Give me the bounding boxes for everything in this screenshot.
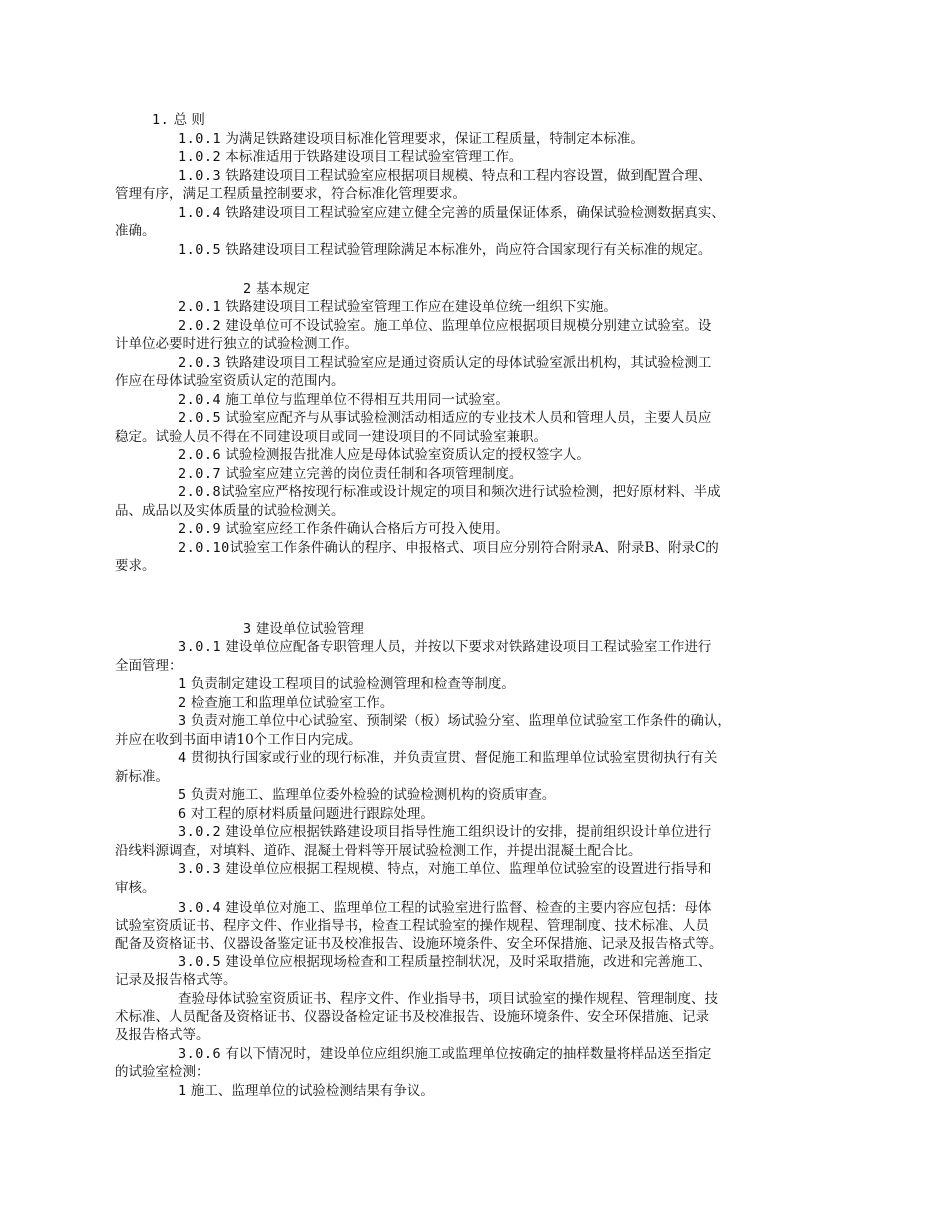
paragraph-line: 2.0.3 铁路建设项目工程试验室应是通过资质认定的母体试验室派出机构，其试验检测工: [178, 355, 712, 371]
paragraph-line: 1.0.2 本标准适用于铁路建设项目工程试验室管理工作。: [178, 149, 523, 165]
paragraph-line: 1.0.3 铁路建设项目工程试验室应根据项目规模、特点和工程内容设置，做到配置合理、: [178, 168, 712, 184]
paragraph-line: 品、成品以及实体质量的试验检测关。: [115, 503, 345, 519]
paragraph-line: 新标准。: [115, 769, 169, 785]
paragraph-line: 管理有序，满足工程质量控制要求，符合标准化管理要求。: [115, 186, 466, 202]
list-item: 1 负责制定建设工程项目的试验检测管理和检查等制度。: [178, 676, 515, 692]
paragraph-line: 3.0.4 建设单位对施工、监理单位工程的试验室进行监督、检查的主要内容应包括：母体: [178, 900, 712, 916]
paragraph-line: 2.0.2 建设单位可不设试验室。施工单位、监理单位应根据项目规模分别建立试验室。设: [178, 318, 712, 334]
paragraph-line: 查验母体试验室资质证书、程序文件、作业指导书，项目试验室的操作规程、管理制度、技: [178, 991, 718, 1007]
paragraph-line: 1.0.5 铁路建设项目工程试验管理除满足本标准外，尚应符合国家现行有关标准的规定。: [178, 242, 712, 258]
paragraph-line: 3.0.2 建设单位应根据铁路建设项目指导性施工组织设计的安排，提前组织设计单位进行: [178, 824, 712, 840]
list-item: 1 施工、监理单位的试验检测结果有争议。: [178, 1083, 434, 1099]
paragraph-line: 3.0.1 建设单位应配备专职管理人员，并按以下要求对铁路建设项目工程试验室工作进行: [178, 639, 712, 655]
list-item: 4 贯彻执行国家或行业的现行标准，并负责宣贯、督促施工和监理单位试验室贯彻执行有关: [178, 750, 718, 766]
paragraph-line: 2.0.10试验室工作条件确认的程序、申报格式、项目应分别符合附录A、附录B、附录C的: [178, 540, 719, 556]
paragraph-line: 计单位必要时进行独立的试验检测工作。: [115, 336, 358, 352]
paragraph-line: 2.0.6 试验检测报告批准人应是母体试验室资质认定的授权签字人。: [178, 447, 590, 463]
paragraph-line: 的试验室检测：: [115, 1064, 210, 1080]
paragraph-line: 全面管理：: [115, 658, 183, 674]
paragraph-line: 2.0.4 施工单位与监理单位不得相互共用同一试验室。: [178, 392, 509, 408]
paragraph-line: 3.0.5 建设单位应根据现场检查和工程质量控制状况，及时采取措施，改进和完善施工、: [178, 954, 712, 970]
paragraph-line: 1.0.1 为满足铁路建设项目标准化管理要求，保证工程质量，特制定本标准。: [178, 131, 644, 147]
paragraph-line: 3.0.6 有以下情况时，建设单位应组织施工或监理单位按确定的抽样数量将样品送至指定: [178, 1046, 712, 1062]
paragraph-line: 配备及资格证书、仪器设备鉴定证书及校准报告、设施环境条件、安全环保措施、记录及报告格式等。: [115, 936, 723, 952]
list-item: 5 负责对施工、监理单位委外检验的试验检测机构的资质审查。: [178, 787, 556, 803]
section-heading: 2 基本规定: [243, 281, 310, 297]
paragraph-line: 并应在收到书面申请10个工作日内完成。: [115, 732, 362, 748]
section-heading: 3 建设单位试验管理: [243, 621, 364, 637]
paragraph-line: 1.0.4 铁路建设项目工程试验室应建立健全完善的质量保证体系，确保试验检测数据真实、: [178, 205, 725, 221]
paragraph-line: 记录及报告格式等。: [115, 972, 237, 988]
paragraph-line: 2.0.7 试验室应建立完善的岗位责任制和各项管理制度。: [178, 466, 523, 482]
paragraph-line: 稳定。试验人员不得在不同建设项目或同一建设项目的不同试验室兼职。: [115, 429, 547, 445]
paragraph-line: 作应在母体试验室资质认定的范围内。: [115, 373, 345, 389]
paragraph-line: 准确。: [115, 223, 156, 239]
paragraph-line: 2.0.5 试验室应配齐与从事试验检测活动相适应的专业技术人员和管理人员，主要人员应: [178, 410, 712, 426]
paragraph-line: 2.0.1 铁路建设项目工程试验室管理工作应在建设单位统一组织下实施。: [178, 299, 617, 315]
paragraph-line: 试验室资质证书、程序文件、作业指导书，检查工程试验室的操作规程、管理制度、技术标准、人员: [115, 918, 709, 934]
section-heading: 1. 总 则: [152, 112, 205, 128]
paragraph-line: 审核。: [115, 880, 156, 896]
list-item: 2 检查施工和监理单位试验室工作。: [178, 695, 394, 711]
paragraph-line: 3.0.3 建设单位应根据工程规模、特点，对施工单位、监理单位试验室的设置进行指导和: [178, 861, 712, 877]
paragraph-line: 2.0.9 试验室应经工作条件确认合格后方可投入使用。: [178, 521, 509, 537]
paragraph-line: 术标准、人员配备及资格证书、仪器设备检定证书及校准报告、设施环境条件、安全环保措施、记录: [115, 1009, 709, 1025]
list-item: 3 负责对施工单位中心试验室、预制梁（板）场试验分室、监理单位试验室工作条件的确认，: [178, 713, 731, 729]
paragraph-line: 2.0.8试验室应严格按现行标准或设计规定的项目和频次进行试验检测，把好原材料、半成: [178, 484, 721, 500]
list-item: 6 对工程的原材料质量问题进行跟踪处理。: [178, 806, 434, 822]
paragraph-line: 要求。: [115, 558, 156, 574]
paragraph-line: 及报告格式等。: [115, 1027, 210, 1043]
paragraph-line: 沿线料源调查，对填料、道砟、混凝土骨料等开展试验检测工作，并提出混凝土配合比。: [115, 843, 642, 859]
